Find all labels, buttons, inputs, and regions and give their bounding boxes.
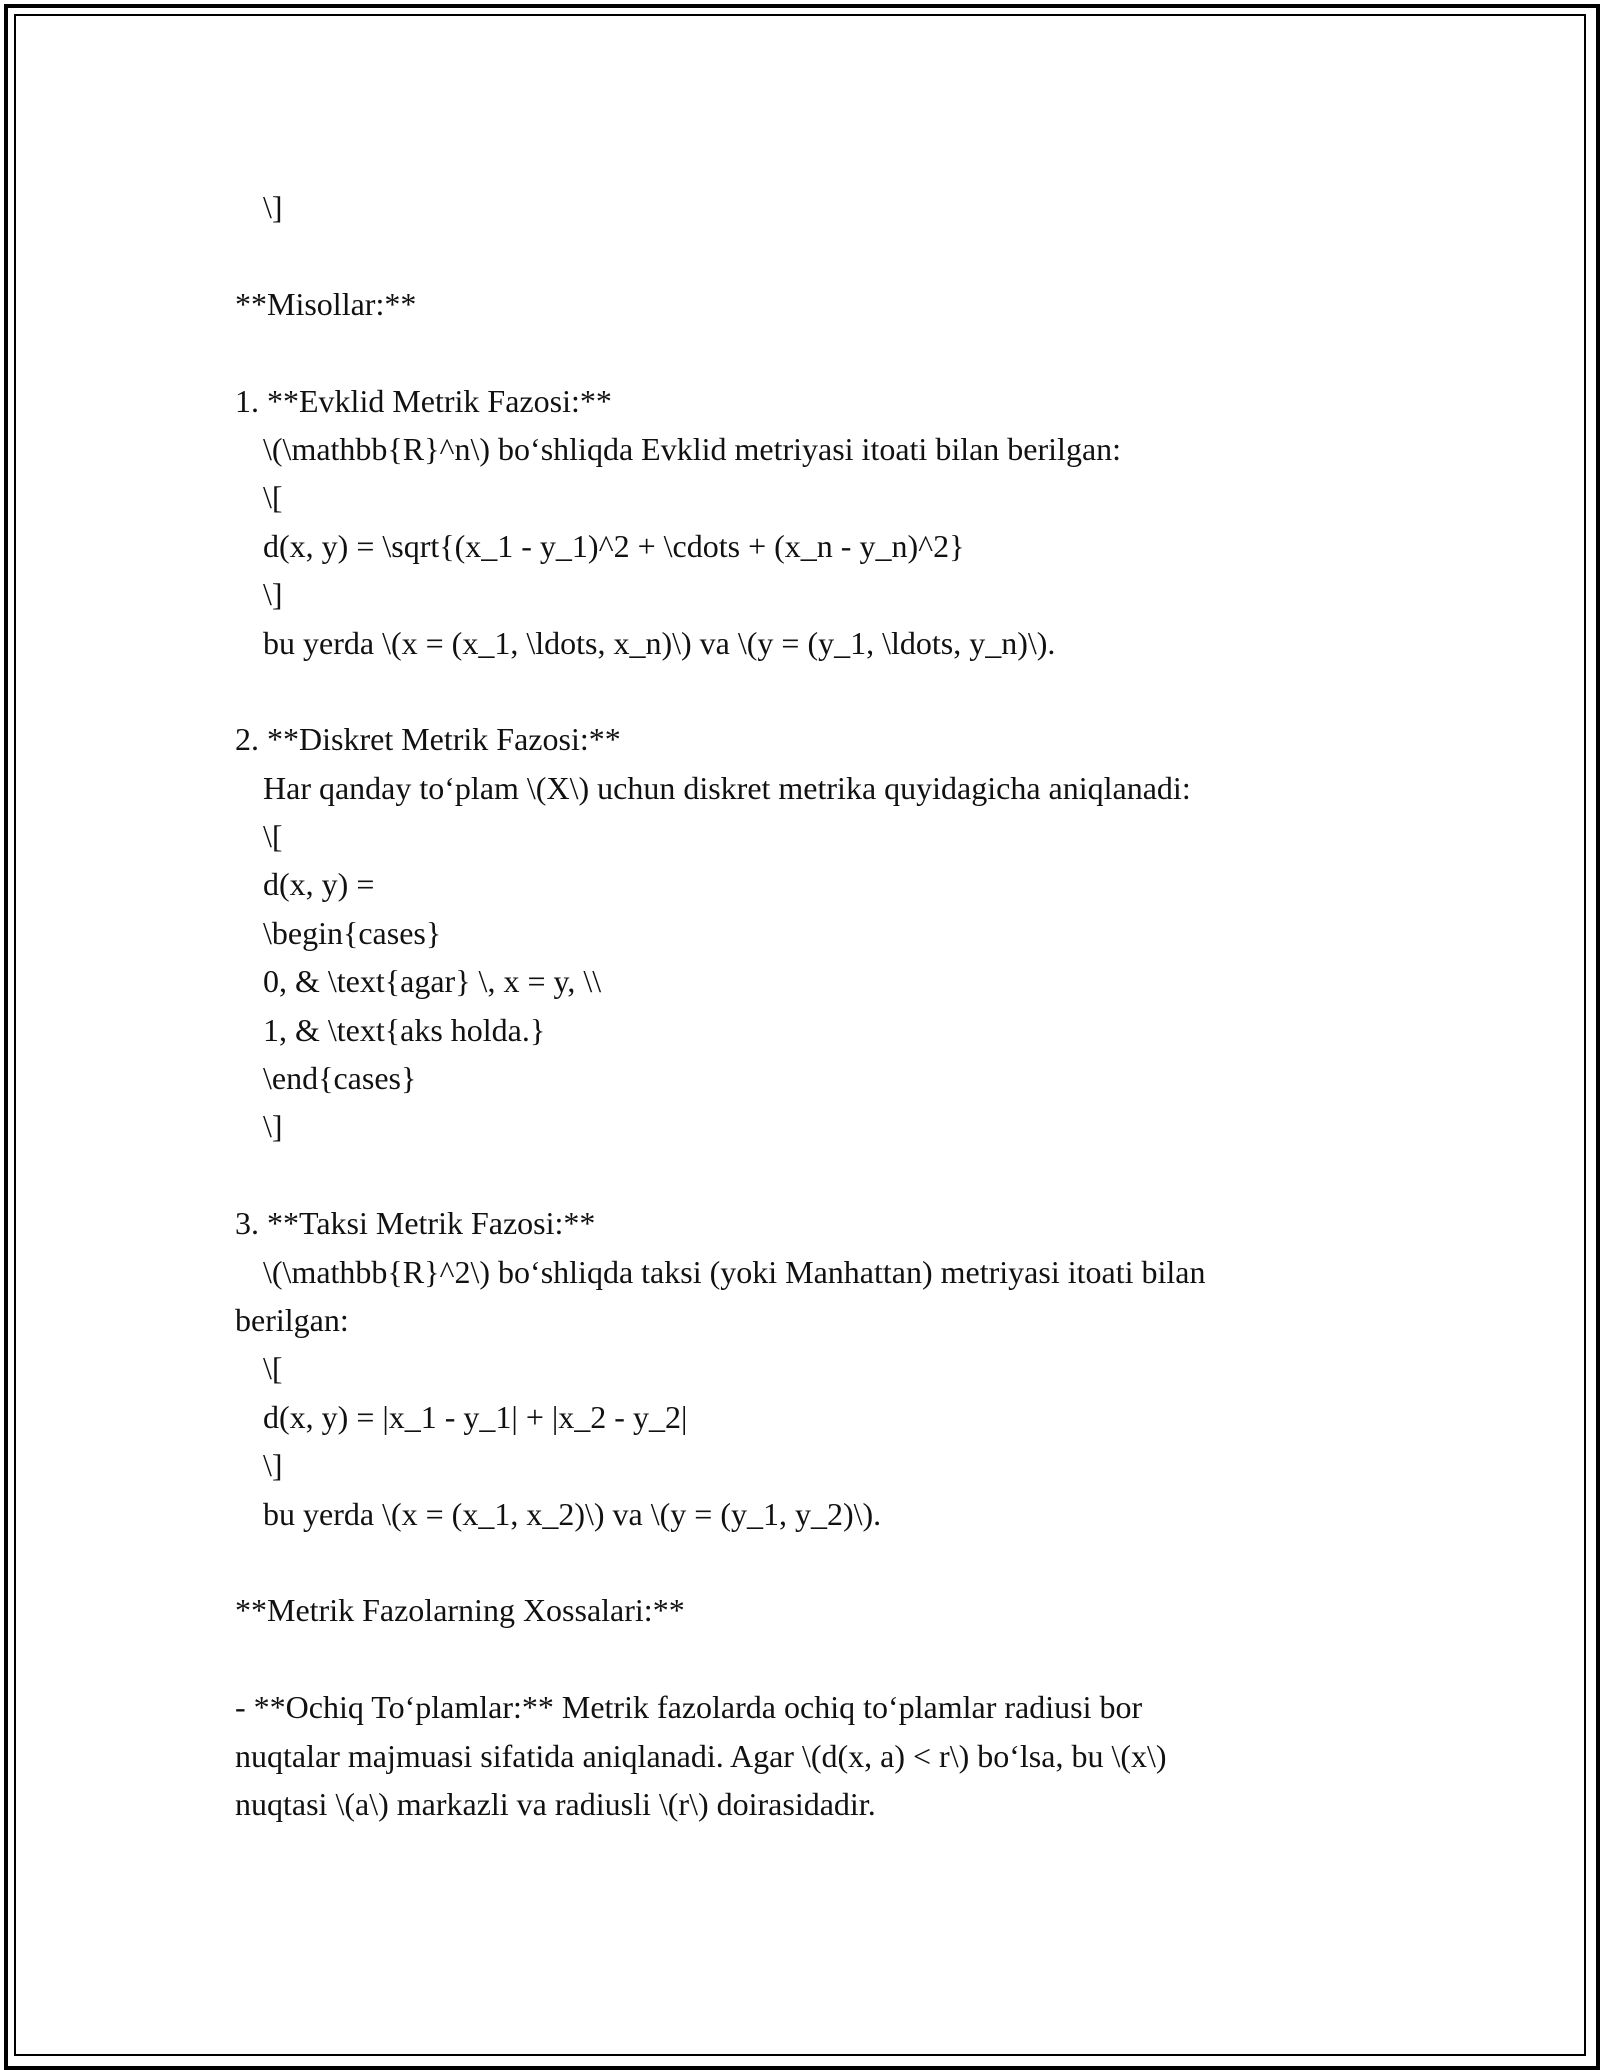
text-line: 1. **Evklid Metrik Fazosi:** [235, 382, 612, 419]
text-line: \] [263, 1447, 283, 1484]
text-line: 1, & \text{aks holda.} [263, 1011, 546, 1048]
text-line: d(x, y) = |x_1 - y_1| + |x_2 - y_2| [263, 1398, 688, 1435]
blank-line [235, 1635, 1370, 1683]
text-line: \] [263, 1108, 283, 1145]
text-line: \[ [263, 1350, 283, 1387]
text-line: d(x, y) = \sqrt{(x_1 - y_1)^2 + \cdots + (x_n - y_n)^2} [263, 527, 965, 564]
document-body [235, 183, 1370, 1828]
text-line: **Misollar:** [235, 285, 417, 322]
text-line: \[ [263, 818, 283, 855]
blank-line [235, 231, 1370, 279]
text-line: 2. **Diskret Metrik Fazosi:** [235, 721, 621, 758]
text-line: nuqtasi \(a\) markazli va radiusli \(r\) doirasidadir. [235, 1785, 876, 1822]
text-line: berilgan: [235, 1301, 349, 1338]
text-line: Har qanday to‘plam \(X\) uchun diskret metrika quyidagicha aniqlanadi: [263, 769, 1191, 806]
text-line: d(x, y) = [263, 866, 375, 903]
text-line: \end{cases} [263, 1060, 417, 1097]
text-line: \begin{cases} [263, 914, 442, 951]
text-line: **Metrik Fazolarning Xossalari:** [235, 1592, 685, 1629]
text-line: - **Ochiq To‘plamlar:** Metrik fazolarda ochiq to‘plamlar radiusi bor [235, 1689, 1143, 1726]
blank-line [235, 328, 1370, 376]
text-line: bu yerda \(x = (x_1, \ldots, x_n)\) va \(y = (y_1, \ldots, y_n)\). [263, 624, 1056, 661]
blank-line [235, 1151, 1370, 1199]
text-line: 3. **Taksi Metrik Fazosi:** [235, 1205, 596, 1242]
text-line: \(\mathbb{R}^2\) bo‘shliqda taksi (yoki Manhattan) metriyasi itoati bilan [263, 1253, 1206, 1290]
text-line: nuqtalar majmuasi sifatida aniqlanadi. Agar \(d(x, a) < r\) bo‘lsa, bu \(x\) [235, 1737, 1167, 1774]
text-line: bu yerda \(x = (x_1, x_2)\) va \(y = (y_1, y_2)\). [263, 1495, 882, 1532]
text-line: \(\mathbb{R}^n\) bo‘shliqda Evklid metriyasi itoati bilan berilgan: [263, 430, 1122, 467]
blank-line [235, 667, 1370, 715]
blank-line [235, 1538, 1370, 1586]
text-line: \] [263, 576, 283, 613]
text-line: 0, & \text{agar} \, x = y, \\ [263, 963, 602, 1000]
text-line: \[ [263, 479, 283, 516]
text-line: \] [263, 189, 283, 225]
